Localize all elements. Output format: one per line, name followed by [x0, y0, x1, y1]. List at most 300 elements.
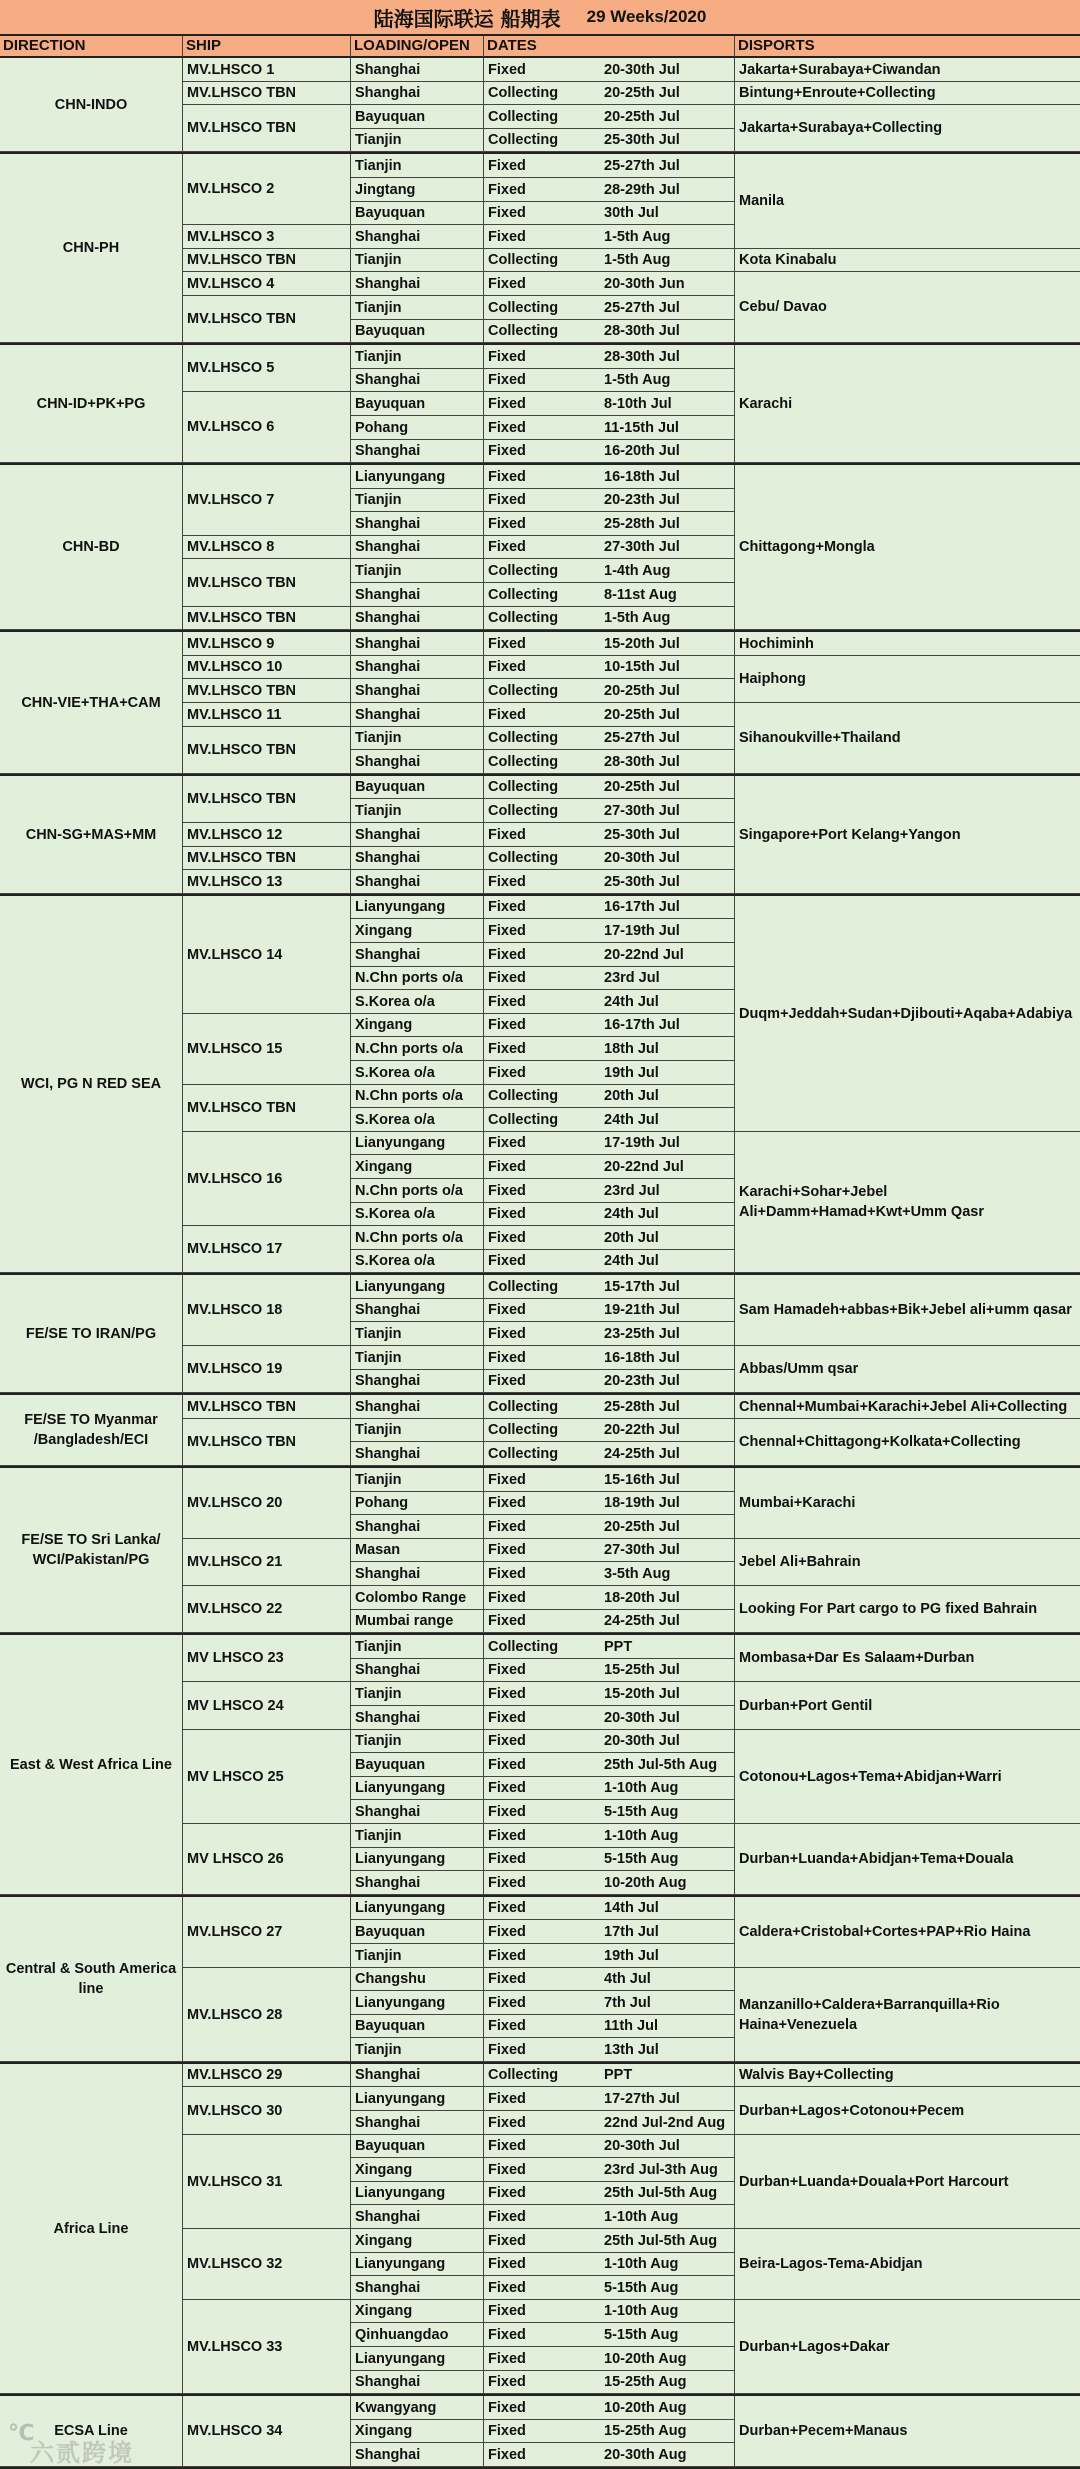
dates-cell: [484, 1275, 735, 1299]
loading-port-cell: Mumbai range: [351, 1610, 484, 1633]
dates-cell: [484, 896, 735, 919]
date-range-text: 18-19th Jul: [604, 1495, 680, 1511]
status-text: Collecting: [488, 753, 559, 770]
status-text: Collecting: [488, 779, 559, 795]
dates-cell: [484, 943, 735, 967]
date-range-text: 10-20th Aug: [604, 2350, 687, 2367]
status-text: Collecting: [488, 562, 559, 579]
title-bar: [0, 0, 1080, 36]
dates-cell: [484, 1014, 735, 1037]
loading-port-cell: S.Korea o/a: [351, 1108, 484, 1132]
date-range-text: 25-28th Jul: [604, 515, 680, 532]
loading-port-cell: Kwangyang: [351, 2396, 484, 2420]
date-range-text: 20-30th Jul: [604, 1733, 680, 1749]
dates-cell: [484, 2182, 735, 2205]
dates-cell: [484, 632, 735, 656]
dates-cell: [484, 2015, 735, 2038]
status-text: Fixed: [488, 706, 526, 723]
loading-port-cell: Tianjin: [351, 489, 484, 512]
ship-cell: MV.LHSCO 17: [183, 1226, 351, 1273]
dates-cell: [484, 1920, 735, 1944]
loading-port-cell: Lianyungang: [351, 1897, 484, 1920]
dates-cell: [484, 1037, 735, 1061]
date-range-text: 10-20th Aug: [604, 2399, 687, 2416]
dates-cell: [484, 823, 735, 847]
status-text: Fixed: [488, 659, 526, 675]
loading-port-cell: Changshu: [351, 1968, 484, 1991]
loading-port-cell: Shanghai: [351, 847, 484, 870]
status-text: Fixed: [488, 1613, 526, 1629]
date-range-text: 30th Jul: [604, 205, 659, 221]
status-text: Fixed: [488, 2423, 526, 2439]
header-direction: DIRECTION: [0, 36, 183, 58]
loading-port-cell: Lianyungang: [351, 2253, 484, 2276]
date-range-text: 20-25th Jul: [604, 108, 680, 125]
dates-cell: [484, 1203, 735, 1226]
disports-cell: Looking For Part cargo to PG fixed Bahrain: [735, 1586, 1080, 1633]
status-text: Collecting: [488, 299, 559, 316]
loading-port-cell: S.Korea o/a: [351, 1203, 484, 1226]
date-range-text: 20-25th Jul: [604, 706, 680, 723]
ship-cell: MV.LHSCO TBN: [183, 105, 351, 152]
loading-port-cell: Xingang: [351, 2420, 484, 2443]
ship-cell: MV.LHSCO 3: [183, 225, 351, 249]
direction-cell: CHN-BD: [0, 465, 183, 630]
dates-cell: [484, 105, 735, 129]
loading-port-cell: Pohang: [351, 1492, 484, 1515]
disports-cell: Kota Kinabalu: [735, 249, 1080, 272]
dates-cell: [484, 1635, 735, 1659]
dates-cell: [484, 2229, 735, 2253]
status-text: Fixed: [488, 205, 526, 221]
status-text: Fixed: [488, 2350, 526, 2367]
status-text: Fixed: [488, 1471, 526, 1488]
ship-cell: MV.LHSCO 19: [183, 1346, 351, 1393]
disports-cell: Karachi: [735, 345, 1080, 463]
date-range-text: 28-30th Jul: [604, 323, 680, 339]
status-text: Fixed: [488, 1994, 526, 2011]
ship-cell: MV.LHSCO 9: [183, 632, 351, 656]
dates-cell: [484, 750, 735, 774]
date-range-text: 20-25th Jul: [604, 85, 680, 101]
date-range-text: 25-27th Jul: [604, 157, 680, 174]
status-text: Fixed: [488, 468, 526, 485]
ship-cell: MV LHSCO 23: [183, 1635, 351, 1682]
dates-cell: [484, 58, 735, 82]
loading-port-cell: Bayuquan: [351, 1753, 484, 1777]
loading-port-cell: Bayuquan: [351, 2135, 484, 2158]
status-text: Collecting: [488, 1638, 559, 1655]
ship-cell: MV.LHSCO 22: [183, 1586, 351, 1633]
dates-cell: [484, 1395, 735, 1419]
dates-cell: [484, 1897, 735, 1920]
dates-cell: [484, 1299, 735, 1322]
loading-port-cell: Shanghai: [351, 1562, 484, 1586]
status-text: Fixed: [488, 515, 526, 532]
status-text: Fixed: [488, 2161, 526, 2178]
date-range-text: 22nd Jul-2nd Aug: [604, 2114, 726, 2131]
dates-cell: [484, 129, 735, 152]
date-range-text: 17-27th Jul: [604, 2090, 680, 2107]
date-range-text: 13th Jul: [604, 2041, 659, 2058]
ship-cell: MV.LHSCO 8: [183, 536, 351, 559]
status-text: Fixed: [488, 1565, 526, 1582]
status-text: Fixed: [488, 2279, 526, 2296]
date-range-text: PPT: [604, 2067, 633, 2083]
status-text: Fixed: [488, 2326, 526, 2343]
status-text: Collecting: [488, 108, 559, 125]
loading-port-cell: Tianjin: [351, 727, 484, 750]
date-range-text: 28-30th Jul: [604, 753, 680, 770]
direction-cell: ECSA Line: [0, 2396, 183, 2467]
date-range-text: PPT: [604, 1638, 633, 1655]
status-text: Fixed: [488, 2114, 526, 2131]
disports-cell: Jakarta+Surabaya+Collecting: [735, 105, 1080, 152]
loading-port-cell: Lianyungang: [351, 1275, 484, 1299]
loading-port-cell: Shanghai: [351, 2371, 484, 2394]
loading-port-cell: Xingang: [351, 2300, 484, 2323]
dates-cell: [484, 392, 735, 416]
ship-cell: MV.LHSCO 21: [183, 1539, 351, 1586]
date-range-text: 11th Jul: [604, 2018, 658, 2034]
date-range-text: 5-15th Aug: [604, 2326, 679, 2343]
dates-cell: [484, 465, 735, 489]
direction-cell: Africa Line: [0, 2064, 183, 2394]
date-range-text: 28-30th Jul: [604, 348, 680, 365]
loading-port-cell: Shanghai: [351, 750, 484, 774]
loading-port-cell: Xingang: [351, 2229, 484, 2253]
title-cn: 陆海国际联运 船期表: [373, 6, 561, 31]
status-text: Fixed: [488, 993, 526, 1010]
ship-cell: MV.LHSCO 32: [183, 2229, 351, 2300]
dates-cell: [484, 202, 735, 225]
status-text: Fixed: [488, 1827, 526, 1844]
disports-cell: Sihanoukville+Thailand: [735, 703, 1080, 774]
ship-cell: MV.LHSCO TBN: [183, 776, 351, 823]
disports-cell: Duqm+Jeddah+Sudan+Djibouti+Aqaba+Adabiya: [735, 896, 1080, 1132]
disports-cell: Durban+Lagos+Dakar: [735, 2300, 1080, 2394]
loading-port-cell: Tianjin: [351, 1322, 484, 1346]
watermark-icon: ℃: [8, 2420, 35, 2445]
status-text: Collecting: [488, 252, 559, 268]
status-text: Fixed: [488, 922, 526, 939]
dates-cell: [484, 1991, 735, 2015]
date-range-text: 15-20th Jul: [604, 1685, 680, 1702]
status-text: Collecting: [488, 586, 559, 603]
date-range-text: 20-30th Jun: [604, 275, 685, 292]
loading-port-cell: Shanghai: [351, 943, 484, 967]
date-range-text: 1-10th Aug: [604, 2256, 679, 2272]
direction-cell: CHN-INDO: [0, 58, 183, 152]
dates-cell: [484, 272, 735, 296]
date-range-text: 18th Jul: [604, 1040, 659, 1057]
date-range-text: 20-22th Jul: [604, 1422, 680, 1438]
ship-cell: MV LHSCO 25: [183, 1730, 351, 1824]
loading-port-cell: S.Korea o/a: [351, 990, 484, 1014]
status-text: Fixed: [488, 2303, 526, 2319]
date-range-text: 15-16th Jul: [604, 1471, 680, 1488]
status-text: Fixed: [488, 1733, 526, 1749]
dates-cell: [484, 2300, 735, 2323]
dates-cell: [484, 1346, 735, 1370]
disports-cell: Chittagong+Mongla: [735, 465, 1080, 630]
date-range-text: 25-27th Jul: [604, 299, 680, 316]
date-range-text: 1-5th Aug: [604, 252, 671, 268]
status-text: Fixed: [488, 1158, 526, 1175]
loading-port-cell: Lianyungang: [351, 1132, 484, 1155]
dates-cell: [484, 799, 735, 823]
date-range-text: 25-30th Jul: [604, 826, 680, 843]
date-range-text: 25th Jul-5th Aug: [604, 2185, 718, 2201]
dates-cell: [484, 967, 735, 990]
ship-cell: MV LHSCO 26: [183, 1824, 351, 1895]
loading-port-cell: Lianyungang: [351, 1777, 484, 1800]
ship-cell: MV.LHSCO 18: [183, 1275, 351, 1346]
date-range-text: 7th Jul: [604, 1994, 651, 2011]
dates-cell: [484, 1515, 735, 1539]
header-loading: LOADING/OPEN: [351, 36, 484, 58]
date-range-text: 20-22nd Jul: [604, 1158, 684, 1175]
dates-cell: [484, 1730, 735, 1753]
ship-cell: MV.LHSCO 30: [183, 2087, 351, 2135]
disports-cell: Durban+Luanda+Abidjan+Tema+Douala: [735, 1824, 1080, 1895]
date-range-text: 20-30th Jul: [604, 2138, 680, 2154]
date-range-text: 25-30th Jul: [604, 873, 680, 890]
loading-port-cell: N.Chn ports o/a: [351, 1085, 484, 1108]
loading-port-cell: Bayuquan: [351, 105, 484, 129]
status-text: Fixed: [488, 873, 526, 890]
dates-cell: [484, 1659, 735, 1682]
loading-port-cell: Shanghai: [351, 225, 484, 249]
date-range-text: 23rd Jul-3th Aug: [604, 2161, 718, 2178]
disports-cell: Singapore+Port Kelang+Yangon: [735, 776, 1080, 894]
status-text: Fixed: [488, 2090, 526, 2107]
date-range-text: 24th Jul: [604, 1253, 659, 1269]
dates-cell: [484, 1492, 735, 1515]
date-range-text: 14th Jul: [604, 1900, 659, 1916]
loading-port-cell: Tianjin: [351, 1682, 484, 1706]
loading-port-cell: Tianjin: [351, 129, 484, 152]
loading-port-cell: Qinhuangdao: [351, 2323, 484, 2347]
loading-port-cell: Bayuquan: [351, 2015, 484, 2038]
date-range-text: 10-20th Aug: [604, 1874, 687, 1891]
status-text: Fixed: [488, 1947, 526, 1964]
dates-cell: [484, 296, 735, 320]
status-text: Fixed: [488, 492, 526, 508]
status-text: Fixed: [488, 1182, 526, 1199]
dates-cell: [484, 679, 735, 703]
header-dates: DATES: [484, 36, 735, 58]
disports-cell: Chennal+Chittagong+Kolkata+Collecting: [735, 1419, 1080, 1466]
dates-cell: [484, 703, 735, 727]
status-text: Collecting: [488, 1088, 559, 1104]
dates-cell: [484, 1226, 735, 1250]
ship-cell: MV.LHSCO 28: [183, 1968, 351, 2062]
ship-cell: MV.LHSCO 6: [183, 392, 351, 463]
status-text: Collecting: [488, 323, 559, 339]
status-text: Fixed: [488, 1542, 526, 1558]
date-range-text: 17-19th Jul: [604, 1135, 680, 1151]
date-range-text: 16-18th Jul: [604, 1349, 680, 1366]
date-range-text: 5-15th Aug: [604, 2279, 679, 2296]
dates-cell: [484, 1944, 735, 1968]
date-range-text: 16-17th Jul: [604, 899, 680, 915]
date-range-text: 19th Jul: [604, 1947, 659, 1964]
disports-cell: Jakarta+Surabaya+Ciwandan: [735, 58, 1080, 82]
loading-port-cell: Xingang: [351, 1155, 484, 1179]
ship-cell: MV.LHSCO TBN: [183, 679, 351, 703]
status-text: Fixed: [488, 1685, 526, 1702]
loading-port-cell: Shanghai: [351, 2205, 484, 2229]
date-range-text: 15-25th Aug: [604, 2374, 687, 2390]
dates-cell: [484, 440, 735, 463]
loading-port-cell: N.Chn ports o/a: [351, 967, 484, 990]
loading-port-cell: Shanghai: [351, 679, 484, 703]
status-text: Fixed: [488, 372, 526, 388]
date-range-text: 25th Jul-5th Aug: [604, 1756, 718, 1773]
date-range-text: 18-20th Jul: [604, 1589, 680, 1606]
dates-cell: [484, 919, 735, 943]
dates-cell: [484, 1753, 735, 1777]
dates-cell: [484, 1155, 735, 1179]
status-text: Fixed: [488, 1495, 526, 1511]
dates-cell: [484, 489, 735, 512]
date-range-text: 27-30th Jul: [604, 1542, 680, 1558]
status-text: Fixed: [488, 1662, 526, 1678]
dates-cell: [484, 2205, 735, 2229]
date-range-text: 23-25th Jul: [604, 1325, 680, 1342]
dates-cell: [484, 2064, 735, 2087]
dates-cell: [484, 536, 735, 559]
dates-cell: [484, 345, 735, 369]
direction-cell: FE/SE TO IRAN/PG: [0, 1275, 183, 1393]
date-range-text: 20-30th Jul: [604, 1709, 680, 1726]
status-text: Fixed: [488, 2018, 526, 2034]
dates-cell: [484, 870, 735, 894]
status-text: Fixed: [488, 2138, 526, 2154]
loading-port-cell: Tianjin: [351, 345, 484, 369]
dates-cell: [484, 2111, 735, 2135]
date-range-text: 5-15th Aug: [604, 1803, 679, 1820]
ship-cell: MV.LHSCO 34: [183, 2396, 351, 2467]
date-range-text: 24th Jul: [604, 993, 659, 1010]
loading-port-cell: Shanghai: [351, 536, 484, 559]
disports-cell: Abbas/Umm qsar: [735, 1346, 1080, 1393]
dates-cell: [484, 82, 735, 105]
date-range-text: 27-30th Jul: [604, 802, 680, 819]
date-range-text: 3-5th Aug: [604, 1565, 671, 1582]
status-text: Collecting: [488, 682, 559, 699]
date-range-text: 19th Jul: [604, 1064, 659, 1081]
loading-port-cell: Shanghai: [351, 82, 484, 105]
loading-port-cell: Shanghai: [351, 1706, 484, 1730]
dates-cell: [484, 1108, 735, 1132]
loading-port-cell: Bayuquan: [351, 776, 484, 799]
status-text: Fixed: [488, 1589, 526, 1606]
status-text: Fixed: [488, 539, 526, 555]
ship-cell: MV.LHSCO 20: [183, 1468, 351, 1539]
loading-port-cell: Shanghai: [351, 2443, 484, 2467]
loading-port-cell: Shanghai: [351, 369, 484, 392]
loading-port-cell: Shanghai: [351, 2276, 484, 2300]
loading-port-cell: Shanghai: [351, 583, 484, 607]
ship-cell: MV.LHSCO 2: [183, 154, 351, 225]
date-range-text: 20th Jul: [604, 1088, 659, 1104]
status-text: Fixed: [488, 826, 526, 843]
dates-cell: [484, 1539, 735, 1562]
loading-port-cell: Shanghai: [351, 632, 484, 656]
ship-cell: MV.LHSCO 11: [183, 703, 351, 727]
loading-port-cell: Tianjin: [351, 559, 484, 583]
dates-cell: [484, 2038, 735, 2062]
date-range-text: 23rd Jul: [604, 970, 660, 986]
loading-port-cell: Lianyungang: [351, 1848, 484, 1871]
ship-cell: MV.LHSCO 7: [183, 465, 351, 536]
dates-cell: [484, 1442, 735, 1466]
status-text: Fixed: [488, 1302, 526, 1318]
direction-cell: East & West Africa Line: [0, 1635, 183, 1895]
loading-port-cell: Bayuquan: [351, 320, 484, 343]
loading-port-cell: Shanghai: [351, 512, 484, 536]
dates-cell: [484, 559, 735, 583]
ship-cell: MV LHSCO 24: [183, 1682, 351, 1730]
dates-cell: [484, 369, 735, 392]
dates-cell: [484, 1800, 735, 1824]
loading-port-cell: Tianjin: [351, 799, 484, 823]
direction-cell: CHN-PH: [0, 154, 183, 343]
ship-cell: MV.LHSCO 27: [183, 1897, 351, 1968]
status-text: Fixed: [488, 2446, 526, 2463]
date-range-text: 1-5th Aug: [604, 610, 671, 626]
date-range-text: 25-30th Jul: [604, 132, 680, 148]
direction-cell: CHN-ID+PK+PG: [0, 345, 183, 463]
dates-cell: [484, 225, 735, 249]
status-text: Fixed: [488, 1229, 526, 1246]
direction-cell: WCI, PG N RED SEA: [0, 896, 183, 1273]
status-text: Fixed: [488, 946, 526, 963]
status-text: Fixed: [488, 1874, 526, 1891]
date-range-text: 5-15th Aug: [604, 1851, 679, 1867]
loading-port-cell: Shanghai: [351, 1442, 484, 1466]
dates-cell: [484, 1968, 735, 1991]
loading-port-cell: Tianjin: [351, 2038, 484, 2062]
ship-cell: MV.LHSCO 5: [183, 345, 351, 392]
loading-port-cell: Shanghai: [351, 1299, 484, 1322]
date-range-text: 20-30th Jul: [604, 61, 680, 78]
disports-cell: Durban+Lagos+Cotonou+Pecem: [735, 2087, 1080, 2135]
date-range-text: 19-21th Jul: [604, 1302, 680, 1318]
dates-cell: [484, 727, 735, 750]
loading-port-cell: Shanghai: [351, 1659, 484, 1682]
date-range-text: 15-17th Jul: [604, 1278, 680, 1295]
dates-cell: [484, 1179, 735, 1203]
dates-cell: [484, 2347, 735, 2371]
dates-cell: [484, 2396, 735, 2420]
date-range-text: 20-25th Jul: [604, 779, 680, 795]
date-range-text: 16-18th Jul: [604, 468, 680, 485]
dates-cell: [484, 1586, 735, 1610]
date-range-text: 4th Jul: [604, 1971, 651, 1987]
loading-port-cell: Xingang: [351, 1014, 484, 1037]
dates-cell: [484, 2135, 735, 2158]
dates-cell: [484, 1871, 735, 1895]
loading-port-cell: Tianjin: [351, 154, 484, 178]
loading-port-cell: Tianjin: [351, 1468, 484, 1492]
loading-port-cell: Shanghai: [351, 440, 484, 463]
dates-cell: [484, 990, 735, 1014]
ship-cell: MV.LHSCO 1: [183, 58, 351, 82]
loading-port-cell: S.Korea o/a: [351, 1250, 484, 1273]
